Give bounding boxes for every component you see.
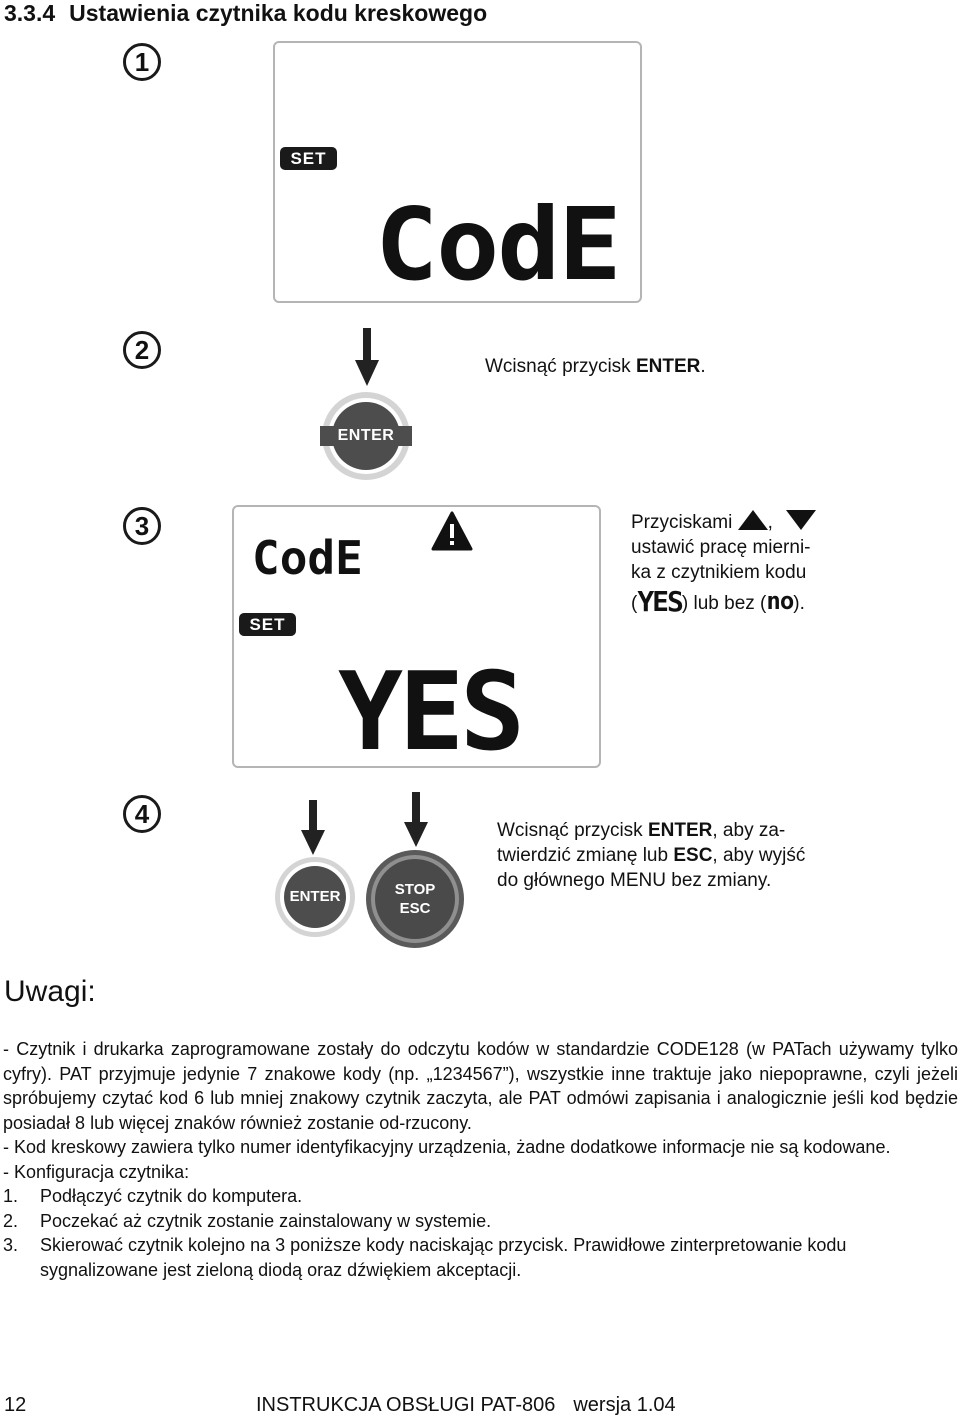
paren-close: ). <box>793 593 805 614</box>
list-item <box>3 1184 958 1209</box>
esc-label: ESC <box>399 900 431 917</box>
lcd-main-text: YES <box>338 650 522 775</box>
step3-text: Przyciskami <box>631 512 738 533</box>
step2-text: Wcisnąć przycisk <box>485 356 636 377</box>
step-number-3: 3 <box>123 507 161 545</box>
step3-instruction <box>631 510 851 616</box>
section-number: 3.3.4 <box>4 0 56 26</box>
list-number: 1. <box>3 1186 19 1206</box>
step3-mid: ) lub bez ( <box>681 593 767 614</box>
step-number-2: 2 <box>123 331 161 369</box>
warning-triangle-icon <box>431 511 473 551</box>
step4-bold-enter: ENTER <box>647 820 713 841</box>
step4-text: Wcisnąć przycisk <box>497 820 648 841</box>
page-number: 12 <box>4 1394 27 1416</box>
enter-button[interactable] <box>320 390 412 482</box>
step-number-1: 1 <box>123 43 161 81</box>
step3-line1 <box>631 510 851 535</box>
step4-text: twierdzić zmianę lub <box>497 845 674 866</box>
lcd-display-code <box>273 41 642 303</box>
stop-label: STOP <box>394 881 436 898</box>
step3-sep: , <box>767 512 773 533</box>
notes-title: Uwagi: <box>4 975 96 1008</box>
section-heading <box>4 0 487 27</box>
enter-button-label: ENTER <box>289 888 341 905</box>
list-number: 2. <box>3 1210 19 1231</box>
step4-instruction <box>497 818 805 893</box>
footer-version: wersja 1.04 <box>573 1394 676 1416</box>
list-text: Podłączyć czytnik do komputera. <box>40 1186 303 1206</box>
list-item <box>3 1209 958 1234</box>
section-title: Ustawienia czytnika kodu kreskowego <box>69 0 488 26</box>
paren-open: ( <box>631 593 638 614</box>
lcd-main-text: CodE <box>375 186 620 303</box>
enter-button-label: ENTER <box>320 426 412 446</box>
lcd-top-text: CodE <box>252 531 363 585</box>
list-text: Skierować czytnik kolejno na 3 poniższe kody naciskając przycisk. Prawidłowe zinterpretowanie kodu sygnalizowane jest zieloną diodą oraz dźwiękiem akceptacji. <box>40 1235 847 1280</box>
step2-instruction <box>485 354 706 379</box>
list-number: 3. <box>3 1235 19 1255</box>
notes-paragraph-1: - Czytnik i drukarka zaprogramowane zostały do odczytu kodów w standardzie CODE128 (w PATach używamy tylko cyfry). PAT przyjmuje jedynie 7 znakowe kody (np. „1234567”), wszystkie inne traktuje jako niepoprawne, czyli jeżeli spróbujemy czytać kod 6 lub mniej znakowy czytnik zaczyta, ale PAT odmówi zapisania i analogicznie jeśli kod będzie posiadał 8 lub więcej znaków również zostanie od-rzucony. <box>3 1039 958 1133</box>
footer-manual <box>256 1394 676 1417</box>
list-item <box>3 1233 958 1282</box>
enter-button[interactable] <box>273 855 357 939</box>
no-glyph: no <box>766 587 794 615</box>
arrow-down-icon <box>355 328 379 386</box>
step4-line2 <box>497 843 805 868</box>
step2-bold: ENTER <box>635 356 701 377</box>
step4-bold-esc: ESC <box>673 845 713 866</box>
notes-body <box>3 1037 958 1282</box>
notes-paragraph-2: - Kod kreskowy zawiera tylko numer identyfikacyjny urządzenia, żadne dodatkowe informacje nie są kodowane. <box>3 1137 891 1157</box>
step4-text: , aby wyjść <box>712 845 806 866</box>
notes-paragraph-3: - Konfiguracja czytnika: <box>3 1161 190 1182</box>
set-badge: SET <box>239 613 296 636</box>
list-text: Poczekać aż czytnik zostanie zainstalowany w systemie. <box>40 1210 492 1231</box>
step4-text: , aby za- <box>712 820 786 841</box>
stop-esc-button[interactable] <box>364 848 466 950</box>
triangle-up-icon <box>738 510 768 530</box>
step4-line3: do głównego MENU bez zmiany. <box>497 870 772 891</box>
footer-manual-title: INSTRUKCJA OBSŁUGI PAT-806 <box>256 1394 556 1416</box>
step3-line3: ka z czytnikiem kodu <box>631 562 807 583</box>
step4-line1 <box>497 818 805 843</box>
arrow-down-icon <box>301 800 325 855</box>
yes-glyph: YES <box>637 585 682 618</box>
step2-suffix: . <box>700 356 706 377</box>
lcd-display-code-yes <box>232 505 601 775</box>
triangle-down-icon <box>786 510 816 530</box>
step3-line4 <box>631 585 851 618</box>
arrow-down-icon <box>404 792 428 847</box>
set-badge: SET <box>280 147 337 170</box>
step-number-4: 4 <box>123 795 161 833</box>
step3-line2: ustawić pracę mierni- <box>631 537 811 558</box>
